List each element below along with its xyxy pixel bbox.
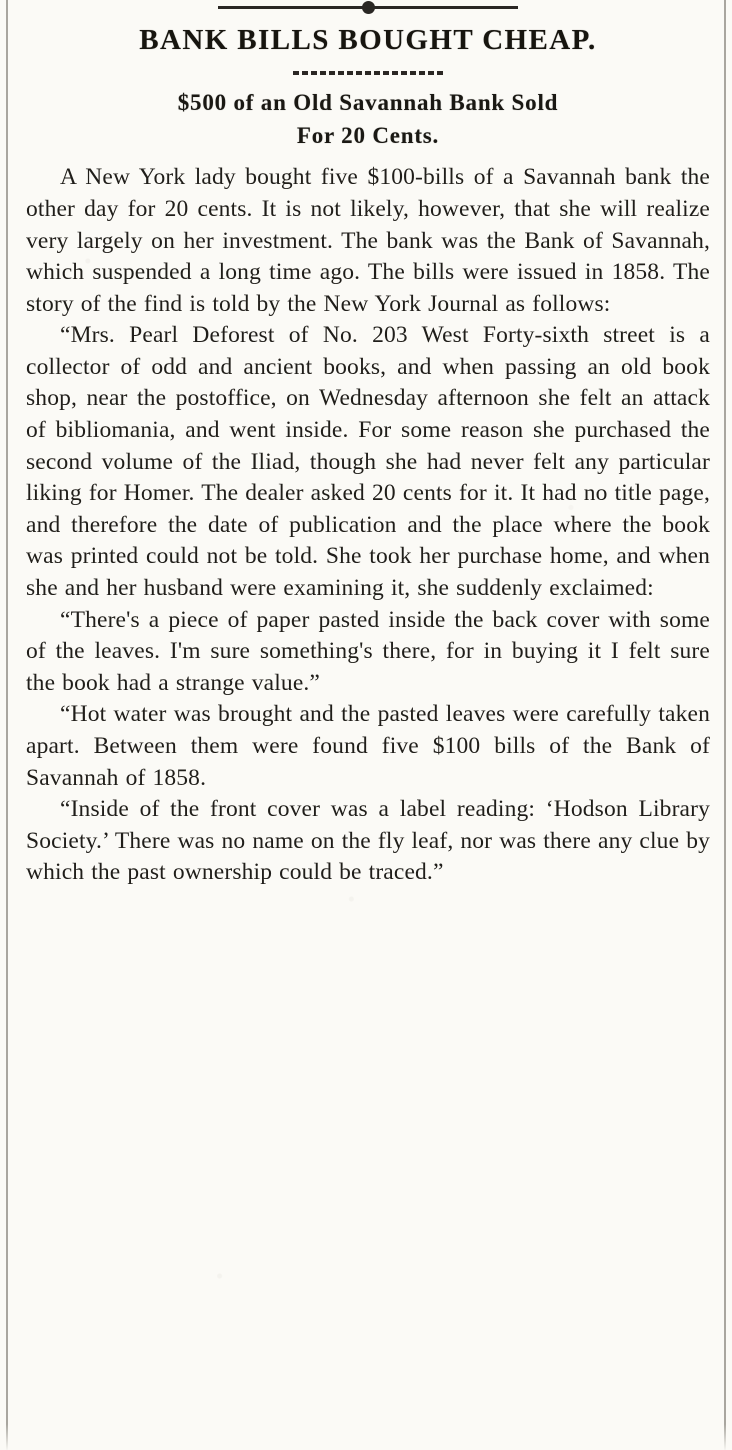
article-paragraph: “Hot water was brought and the pasted leaves were carefully taken apart. Between them were found five $100 bills of the Bank of Savannah of 1858. <box>26 701 710 791</box>
left-column-rule <box>6 0 8 1450</box>
article-subhead-line-2: For 20 Cents. <box>296 122 440 148</box>
right-column-rule <box>724 0 726 1450</box>
top-ornament <box>218 0 518 18</box>
article-subhead <box>36 87 700 152</box>
page-bottom-fade <box>0 1424 732 1450</box>
article-paragraph: “Mrs. Pearl Deforest of No. 203 West Forty-sixth street is a collector of odd and ancient books, and when passing an old book shop, near the postoffice, on Wednesday afternoon she felt an attack of bibliomania, and went inside. For some reason she purchased the second volume of the Iliad, though she had never felt any particular liking for Homer. The dealer asked 20 cents for it. It had no title page, and therefore the date of publication and the place where the book was printed could not be told. She took her purchase home, and when she and her husband were examining it, she suddenly exclaimed: <box>26 322 710 602</box>
ornament-dot-icon <box>362 1 375 14</box>
article-headline: BANK BILLS BOUGHT CHEAP. <box>139 24 597 56</box>
article-subhead-line-1: $500 of an Old Savannah Bank Sold <box>177 90 559 115</box>
article-paragraph: “There's a piece of paper pasted inside the back cover with some of the leaves. I'm sure something's there, for in buying it I felt sure the book had a strange value.” <box>26 606 710 696</box>
headline-divider <box>293 71 443 75</box>
article-body <box>26 162 710 889</box>
article-paragraph: “Inside of the front cover was a label reading: ‘Hodson Library Society.’ There was no name on the fly leaf, nor was there any clue by which the past ownership could be traced.” <box>26 796 710 886</box>
article-paragraph: A New York lady bought five $100-bills of a Savannah bank the other day for 20 cents. It is not likely, however, that she will realize very largely on her investment. The bank was the Bank of Savannah, which suspended a long time ago. The bills were issued in 1858. The story of the find is told by the New York Journal as follows: <box>26 164 710 317</box>
